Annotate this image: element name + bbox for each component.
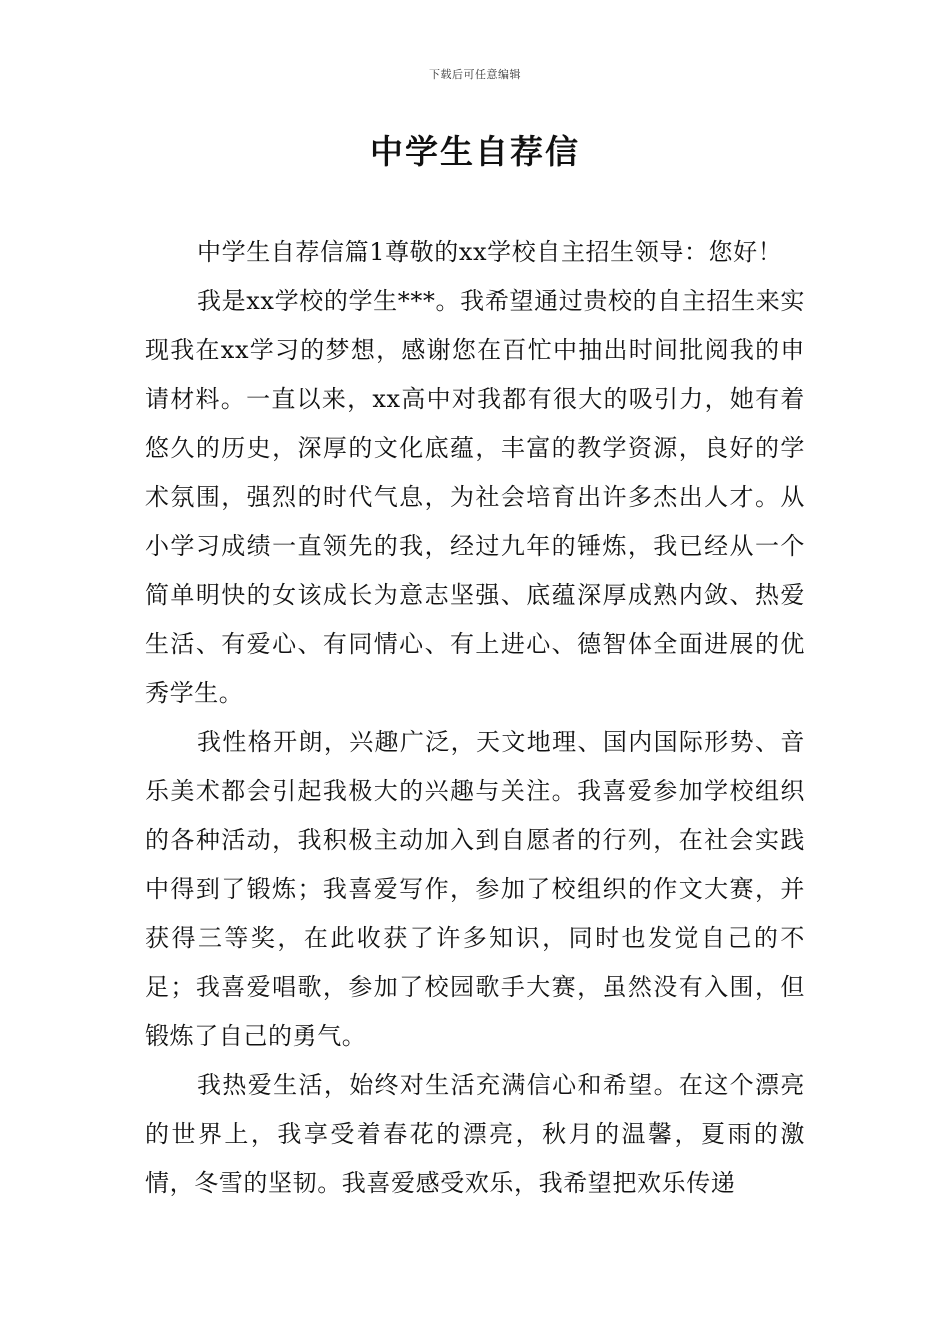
paragraph-life-attitude: 我热爱生活，始终对生活充满信心和希望。在这个漂亮的世界上，我享受着春花的漂亮，秋月的温馨，夏雨的激情，冬雪的坚韧。我喜爱感受欢乐，我希望把欢乐传递 bbox=[145, 1071, 805, 1197]
document-title: 中学生自荐信 bbox=[370, 132, 580, 171]
paragraph-introduction: 我是xx学校的学生***。我希望通过贵校的自主招生来实现我在xx学习的梦想，感谢您在百忙中抽出时间批阅我的申请材料。一直以来，xx高中对我都有很大的吸引力，她有着悠久的历史，深厚的文化底蕴，丰富的教学资源，良好的学术氛围，强烈的时代气息，为社会培育出许多杰出人才。从小学习成绩一直领先的我，经过九年的锤炼，我已经从一个简单明快的女该成长为意志坚强、底蕴深厚成熟内敛、热爱生活、有爱心、有同情心、有上进心、德智体全面进展的优秀学生。 bbox=[145, 287, 805, 707]
header-note: 下载后可任意编辑 bbox=[429, 68, 521, 81]
document-body bbox=[145, 228, 805, 1208]
paragraph-interests: 我性格开朗，兴趣广泛，天文地理、国内国际形势、音乐美术都会引起我极大的兴趣与关注。我喜爱参加学校组织的各种活动，我积极主动加入到自愿者的行列，在社会实践中得到了锻炼；我喜爱写作，参加了校组织的作文大赛，并获得三等奖，在此收获了许多知识，同时也发觉自己的不足；我喜爱唱歌，参加了校园歌手大赛，虽然没有入围，但锻炼了自己的勇气。 bbox=[145, 728, 805, 1050]
paragraph-salutation: 中学生自荐信篇1尊敬的xx学校自主招生领导：您好！ bbox=[197, 238, 783, 266]
